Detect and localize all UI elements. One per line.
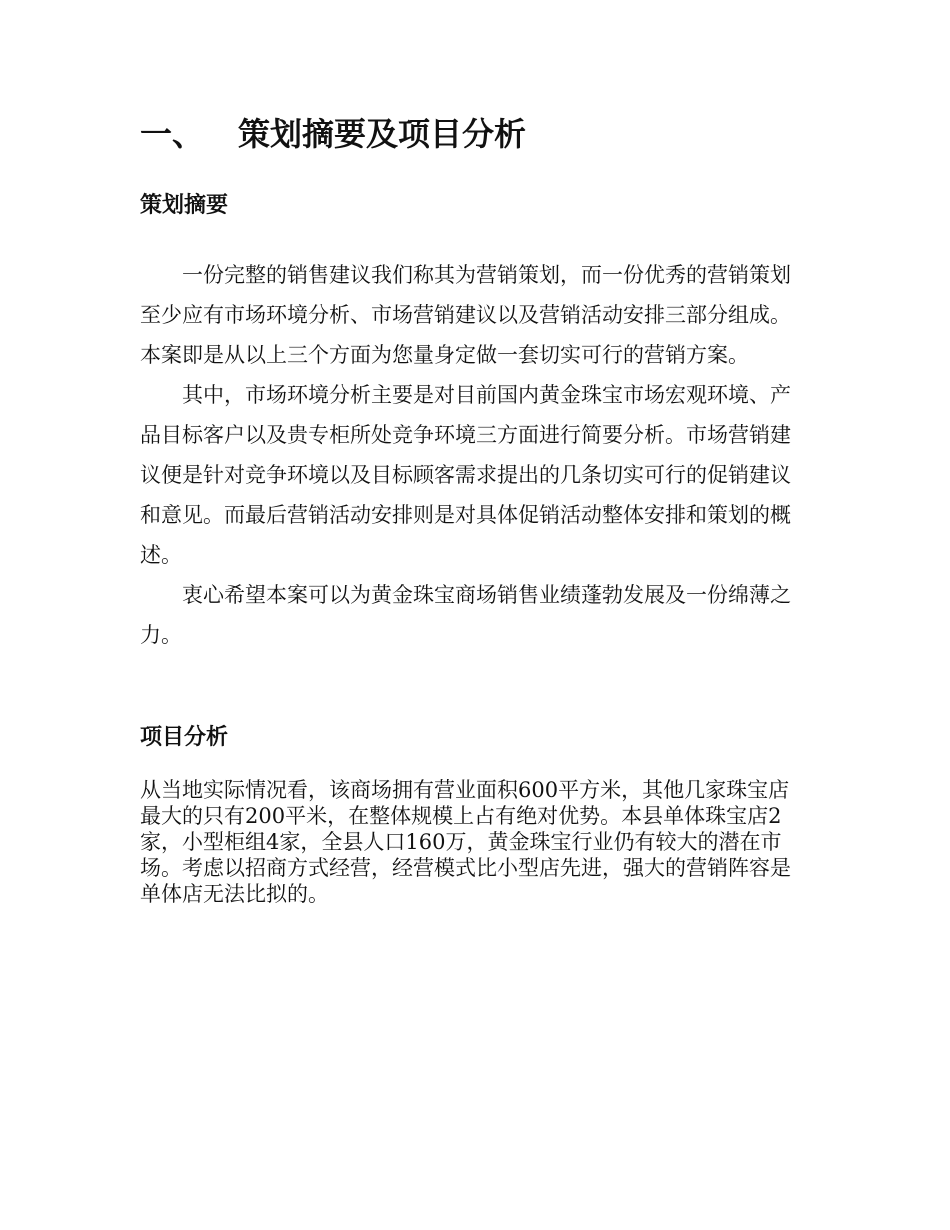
paragraph: 一份完整的销售建议我们称其为营销策划，而一份优秀的营销策划至少应有市场环境分析、市场营销建议以及营销活动安排三部分组成。本案即是从以上三个方面为您量身定做一套切实可行的营销方案。 xyxy=(140,263,791,367)
chapter-heading xyxy=(140,111,526,157)
chapter-number: 一、 xyxy=(140,115,205,153)
paragraph: 其中，市场环境分析主要是对目前国内黄金珠宝市场宏观环境、产品目标客户以及贵专柜所处竞争环境三方面进行简要分析。市场营销建议便是针对竞争环境以及目标顾客需求提出的几条切实可行的促销建议和意见。而最后营销活动安排则是对具体促销活动整体安排和策划的概述。 xyxy=(140,383,791,567)
section-heading-analysis: 项目分析 xyxy=(140,725,229,750)
section-heading-summary: 策划摘要 xyxy=(140,193,229,218)
section-body-analysis xyxy=(140,777,810,907)
paragraph: 从当地实际情况看，该商场拥有营业面积600平方米，其他几家珠宝店最大的只有200平米，在整体规模上占有绝对优势。本县单体珠宝店2家，小型柜组4家，全县人口160万，黄金珠宝行业仍有较大的潜在市场。考虑以招商方式经营，经营模式比小型店先进，强大的营销阵容是单体店无法比拟的。 xyxy=(140,778,791,906)
section-body-summary xyxy=(140,255,810,655)
chapter-title: 策划摘要及项目分析 xyxy=(238,115,527,153)
paragraph: 衷心希望本案可以为黄金珠宝商场销售业绩蓬勃发展及一份绵薄之力。 xyxy=(140,583,791,647)
